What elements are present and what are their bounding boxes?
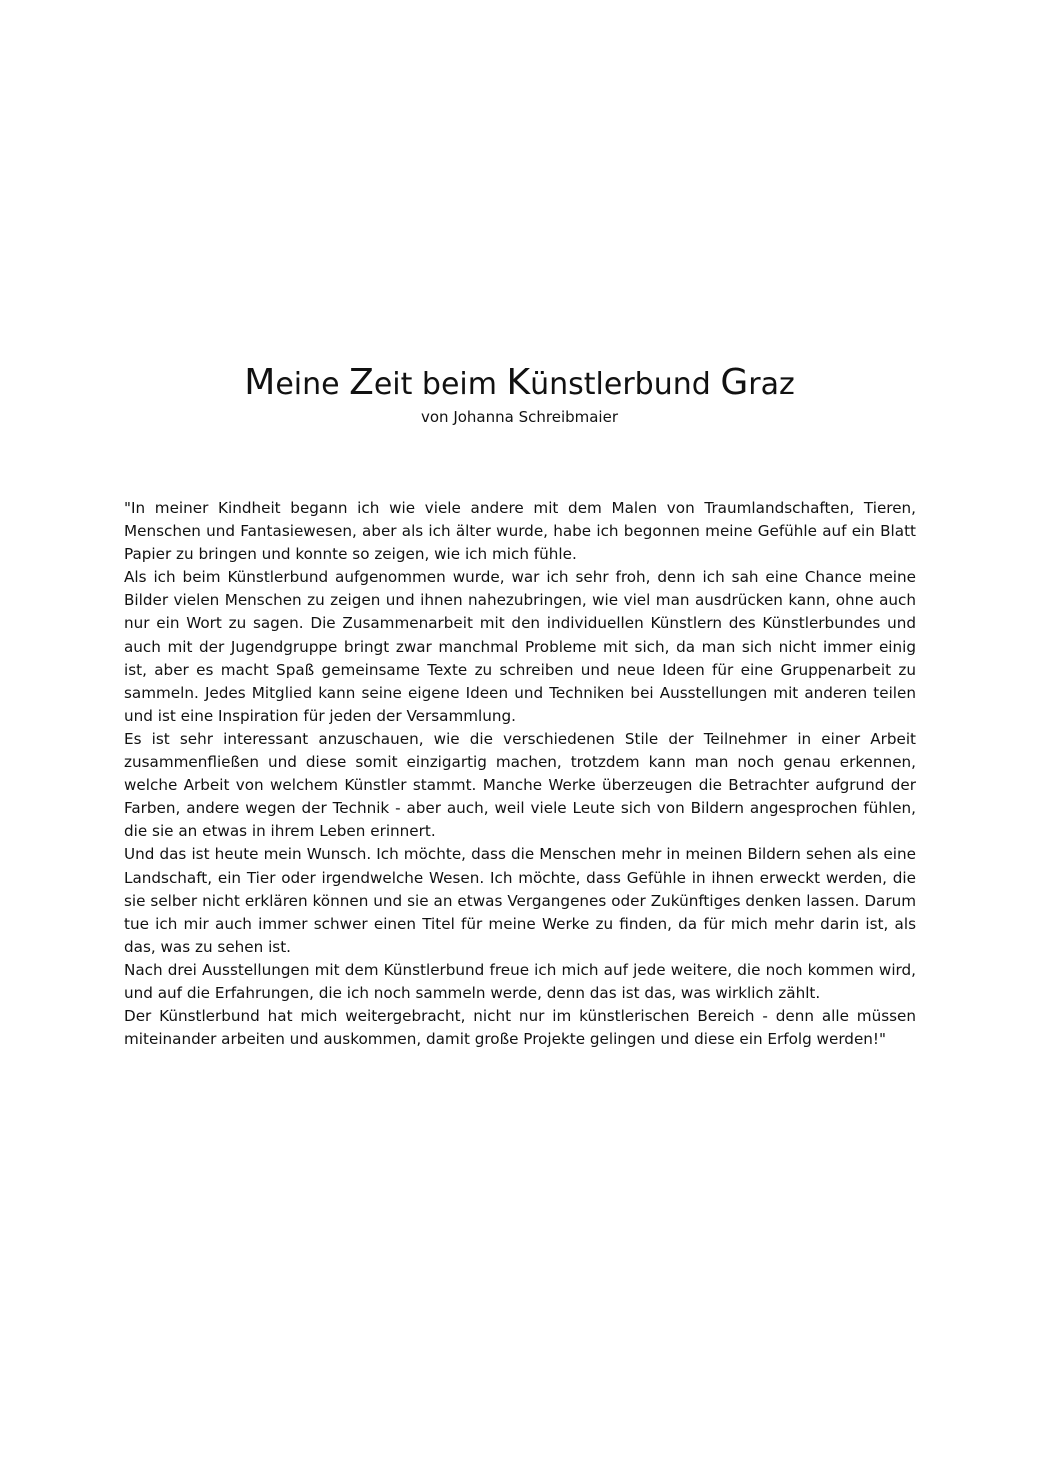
author-line: von Johanna Schreibmaier <box>421 408 618 426</box>
paragraph: Und das ist heute mein Wunsch. Ich möchte, dass die Menschen mehr in meinen Bildern sehen als eine Landschaft, ein Tier oder irgendwelche Wesen. Ich möchte, dass Gefühle in ihnen erweckt werden, die sie selber nicht erklären können und sie an etwas Vergangenes oder Zukünftiges denken lassen. Darum tue ich mir auch immer schwer einen Titel für meine Werke zu finden, da für mich mehr darin ist, als das, was zu sehen ist. <box>124 845 916 956</box>
title-part: Meine <box>244 362 350 403</box>
body-text <box>124 497 916 1051</box>
paragraph: Als ich beim Künstlerbund aufgenommen wurde, war ich sehr froh, denn ich sah eine Chance meine Bilder vielen Menschen zu zeigen und ihnen nahezubringen, wie viel man ausdrücken kann, ohne auch nur ein Wort zu sagen. Die Zusammenarbeit mit den individuellen Künstlern des Künstlerbundes und auch mit der Jugendgruppe bringt zwar manchmal Probleme mit sich, da man sich nicht immer einig ist, aber es macht Spaß gemeinsame Texte zu schreiben und neue Ideen für eine Gruppenarbeit zu sammeln. Jedes Mitglied kann seine eigene Ideen und Techniken bei Ausstellungen mit anderen teilen und ist eine Inspiration für jeden der Versammlung. <box>124 568 916 725</box>
paragraph: Der Künstlerbund hat mich weitergebracht, nicht nur im künstlerischen Bereich - denn alle müssen miteinander arbeiten und auskommen, damit große Projekte gelingen und diese ein Erfolg werden!" <box>124 1007 916 1049</box>
document-title <box>0 358 1039 410</box>
title-block <box>0 358 1039 428</box>
title-part: Graz <box>720 362 795 403</box>
paragraph: Es ist sehr interessant anzuschauen, wie die verschiedenen Stile der Teilnehmer in einer Arbeit zusammenfließen und diese somit einzigartig machen, trotzdem kann man noch genau erkennen, welche Arbeit von welchem Künstler stammt. Manche Werke überzeugen die Betrachter aufgrund der Farben, andere wegen der Technik - aber auch, weil viele Leute sich von Bildern angesprochen fühlen, die sie an etwas in ihrem Leben erinnert. <box>124 729 916 841</box>
paragraph: "In meiner Kindheit begann ich wie viele andere mit dem Malen von Traumlandschaften, Tieren, Menschen und Fantasiewesen, aber als ich älter wurde, habe ich begonnen meine Gefühle auf ein Blatt Papier zu bringen und konnte so zeigen, wie ich mich fühle. <box>124 499 916 564</box>
title-part: Zeit beim <box>349 362 507 403</box>
paragraph: Nach drei Ausstellungen mit dem Künstlerbund freue ich mich auf jede weitere, die noch kommen wird, und auf die Erfahrungen, die ich noch sammeln werde, denn das ist das, was wirklich zählt. <box>124 960 916 1002</box>
title-part: Künstlerbund <box>506 362 721 403</box>
